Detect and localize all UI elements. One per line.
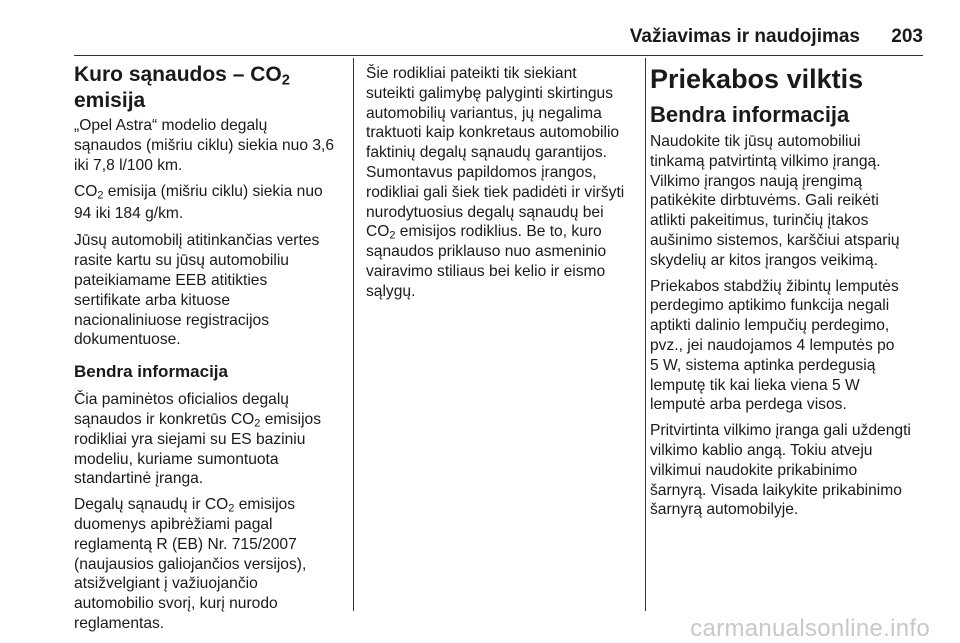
text-line: 5 W, sistema aptinka perdegusią — [650, 356, 876, 374]
text-line: faktinių degalų sąnaudų garantijos. — [366, 144, 608, 162]
page-header — [0, 0, 960, 60]
text-line: skydelių ar kitos įrangos veikimą. — [650, 251, 878, 269]
column-left — [74, 60, 354, 640]
text-line: automobilio svorį, kurį nurodo — [74, 595, 278, 613]
text-line: reglamentas. — [74, 614, 165, 632]
page-footer — [0, 611, 960, 642]
text-line: modeliu, kuriame sumontuota — [74, 450, 279, 468]
paragraph-co2-emission — [74, 181, 354, 225]
text-line: emisija — [74, 89, 146, 112]
text-line: automobilių variantus, jų negalima — [366, 104, 602, 122]
text-line: atsižvelgiant į važiuojančio — [74, 575, 258, 593]
text-line: šarnyrą automobilyje. — [650, 501, 799, 519]
text-line: duomenys apibrėžiami pagal — [74, 515, 273, 533]
running-header-title: Važiavimas ir naudojimas — [629, 26, 860, 47]
text-line: rodikliai gali šiek tiek padidėti ir viršyti — [366, 183, 625, 201]
text-line: aušinimo sistemos, karščiui atsparių — [650, 231, 900, 249]
text-line: dokumentuose. — [74, 331, 181, 349]
watermark-text: carmanualsonline.info — [690, 615, 930, 642]
text-line: traktuoti kaip konkretaus automobilio — [366, 124, 620, 142]
text-line: suteikti galimybę palyginti skirtingus — [366, 84, 614, 102]
text-line: sąlygų. — [366, 282, 416, 300]
text-line: reglamentą R (EB) Nr. 715/2007 — [74, 535, 297, 553]
text-line: pateikiamame EEB atitikties — [74, 271, 268, 289]
text-line: Naudokite tik jūsų automobiliui — [650, 133, 861, 150]
paragraph-fuel-consumption — [74, 116, 354, 175]
text-line: iki 7,8 l/100 km. — [74, 156, 183, 174]
text-line: vilkimui naudokite prikabinimo — [650, 461, 858, 479]
text-line: Jūsų automobilį atitinkančias vertes — [74, 232, 320, 250]
column-middle — [366, 60, 636, 308]
text-line: standartinė įranga. — [74, 470, 204, 488]
text-line: rasite kartu su jūsų automobiliu — [74, 252, 289, 270]
text-line: rodikliai yra siejami su ES baziniu — [74, 430, 306, 448]
page-number: 203 — [891, 26, 923, 47]
header-rule — [74, 55, 923, 56]
text-line: $CO_2$ emisijos rodiklius. Be to, kuro — [366, 223, 602, 243]
section-heading-fuel-co2 — [74, 62, 354, 114]
paragraph-brake-lamp-detection — [650, 277, 930, 416]
text-line: lemputė arba perdega visos. — [650, 396, 847, 414]
text-line: aptikti dalinio lempučių perdegimo, — [650, 317, 890, 335]
text-line: lemputę tik kai lieka viena 5 W — [650, 376, 860, 394]
paragraph-official-figures — [74, 390, 354, 489]
text-line: tinkamą patvirtintą vilkimo įrangą. — [650, 152, 881, 170]
text-line: nurodytuosius degalų sąnaudų bei — [366, 203, 604, 221]
text-line: perdegimo aptikimo funkcija negali — [650, 297, 890, 315]
text-line: Kuro sąnaudos – $CO_2$ — [74, 63, 290, 89]
subheading-general-info: Bendra informacija — [74, 362, 228, 382]
text-line: „Opel Astra“ modelio degalų — [74, 117, 268, 134]
text-line: Čia paminėtos oficialios degalų — [74, 391, 289, 409]
text-line: šarnyrą. Visada laikykite prikabinimo — [650, 481, 902, 499]
text-line: atlikti pakeitimus, turinčių įtakos — [650, 212, 869, 230]
text-line: (naujausios galiojančios versijos), — [74, 555, 307, 573]
chapter-title-trailer: Priekabos vilktis — [650, 64, 864, 94]
text-line: vilkimo kablio angą. Tokiu atveju — [650, 441, 873, 459]
paragraph-tow-hook-opening — [650, 421, 930, 520]
text-line: Sumontavus papildomos įrangos, — [366, 163, 597, 181]
subtitle-general-info: Bendra informacija — [650, 102, 850, 127]
text-line: sąnaudos priklauso nuo asmeninio — [366, 243, 607, 261]
paragraph-certificate — [74, 231, 354, 350]
text-line: Pritvirtinta vilkimo įranga gali uždengti — [650, 422, 911, 440]
text-line: pvz., jei naudojamos 4 lemputės po — [650, 336, 895, 354]
text-line: sertifikate arba kituose — [74, 291, 231, 309]
text-line: $CO_2$ emisija (mišriu ciklu) siekia nuo — [74, 183, 323, 203]
text-line: Priekabos stabdžių žibintų lemputės — [650, 277, 899, 295]
paragraph-comparison-note — [366, 64, 636, 302]
text-line: nacionaliniuose registracijos — [74, 311, 270, 329]
text-line: patikėkite dirbtuvėms. Gali reikėti — [650, 192, 879, 210]
paragraph-towing-equipment — [650, 132, 930, 271]
text-line: vairavimo stiliaus bei kelio ir eismo — [366, 262, 606, 280]
text-line: Vilkimo įrangos naują įrengimą — [650, 172, 863, 190]
text-line: 94 iki 184 g/km. — [74, 205, 184, 223]
text-line: Šie rodikliai pateikti tik siekiant — [366, 65, 577, 82]
text-line: sąnaudos ir konkretūs $CO_2$ emisijos — [74, 410, 322, 430]
text-line: sąnaudos (mišriu ciklu) siekia nuo 3,6 — [74, 136, 335, 154]
column-right — [650, 60, 930, 526]
column-divider-right — [645, 58, 646, 611]
text-line: Degalų sąnaudų ir $CO_2$ emisijos — [74, 496, 296, 515]
